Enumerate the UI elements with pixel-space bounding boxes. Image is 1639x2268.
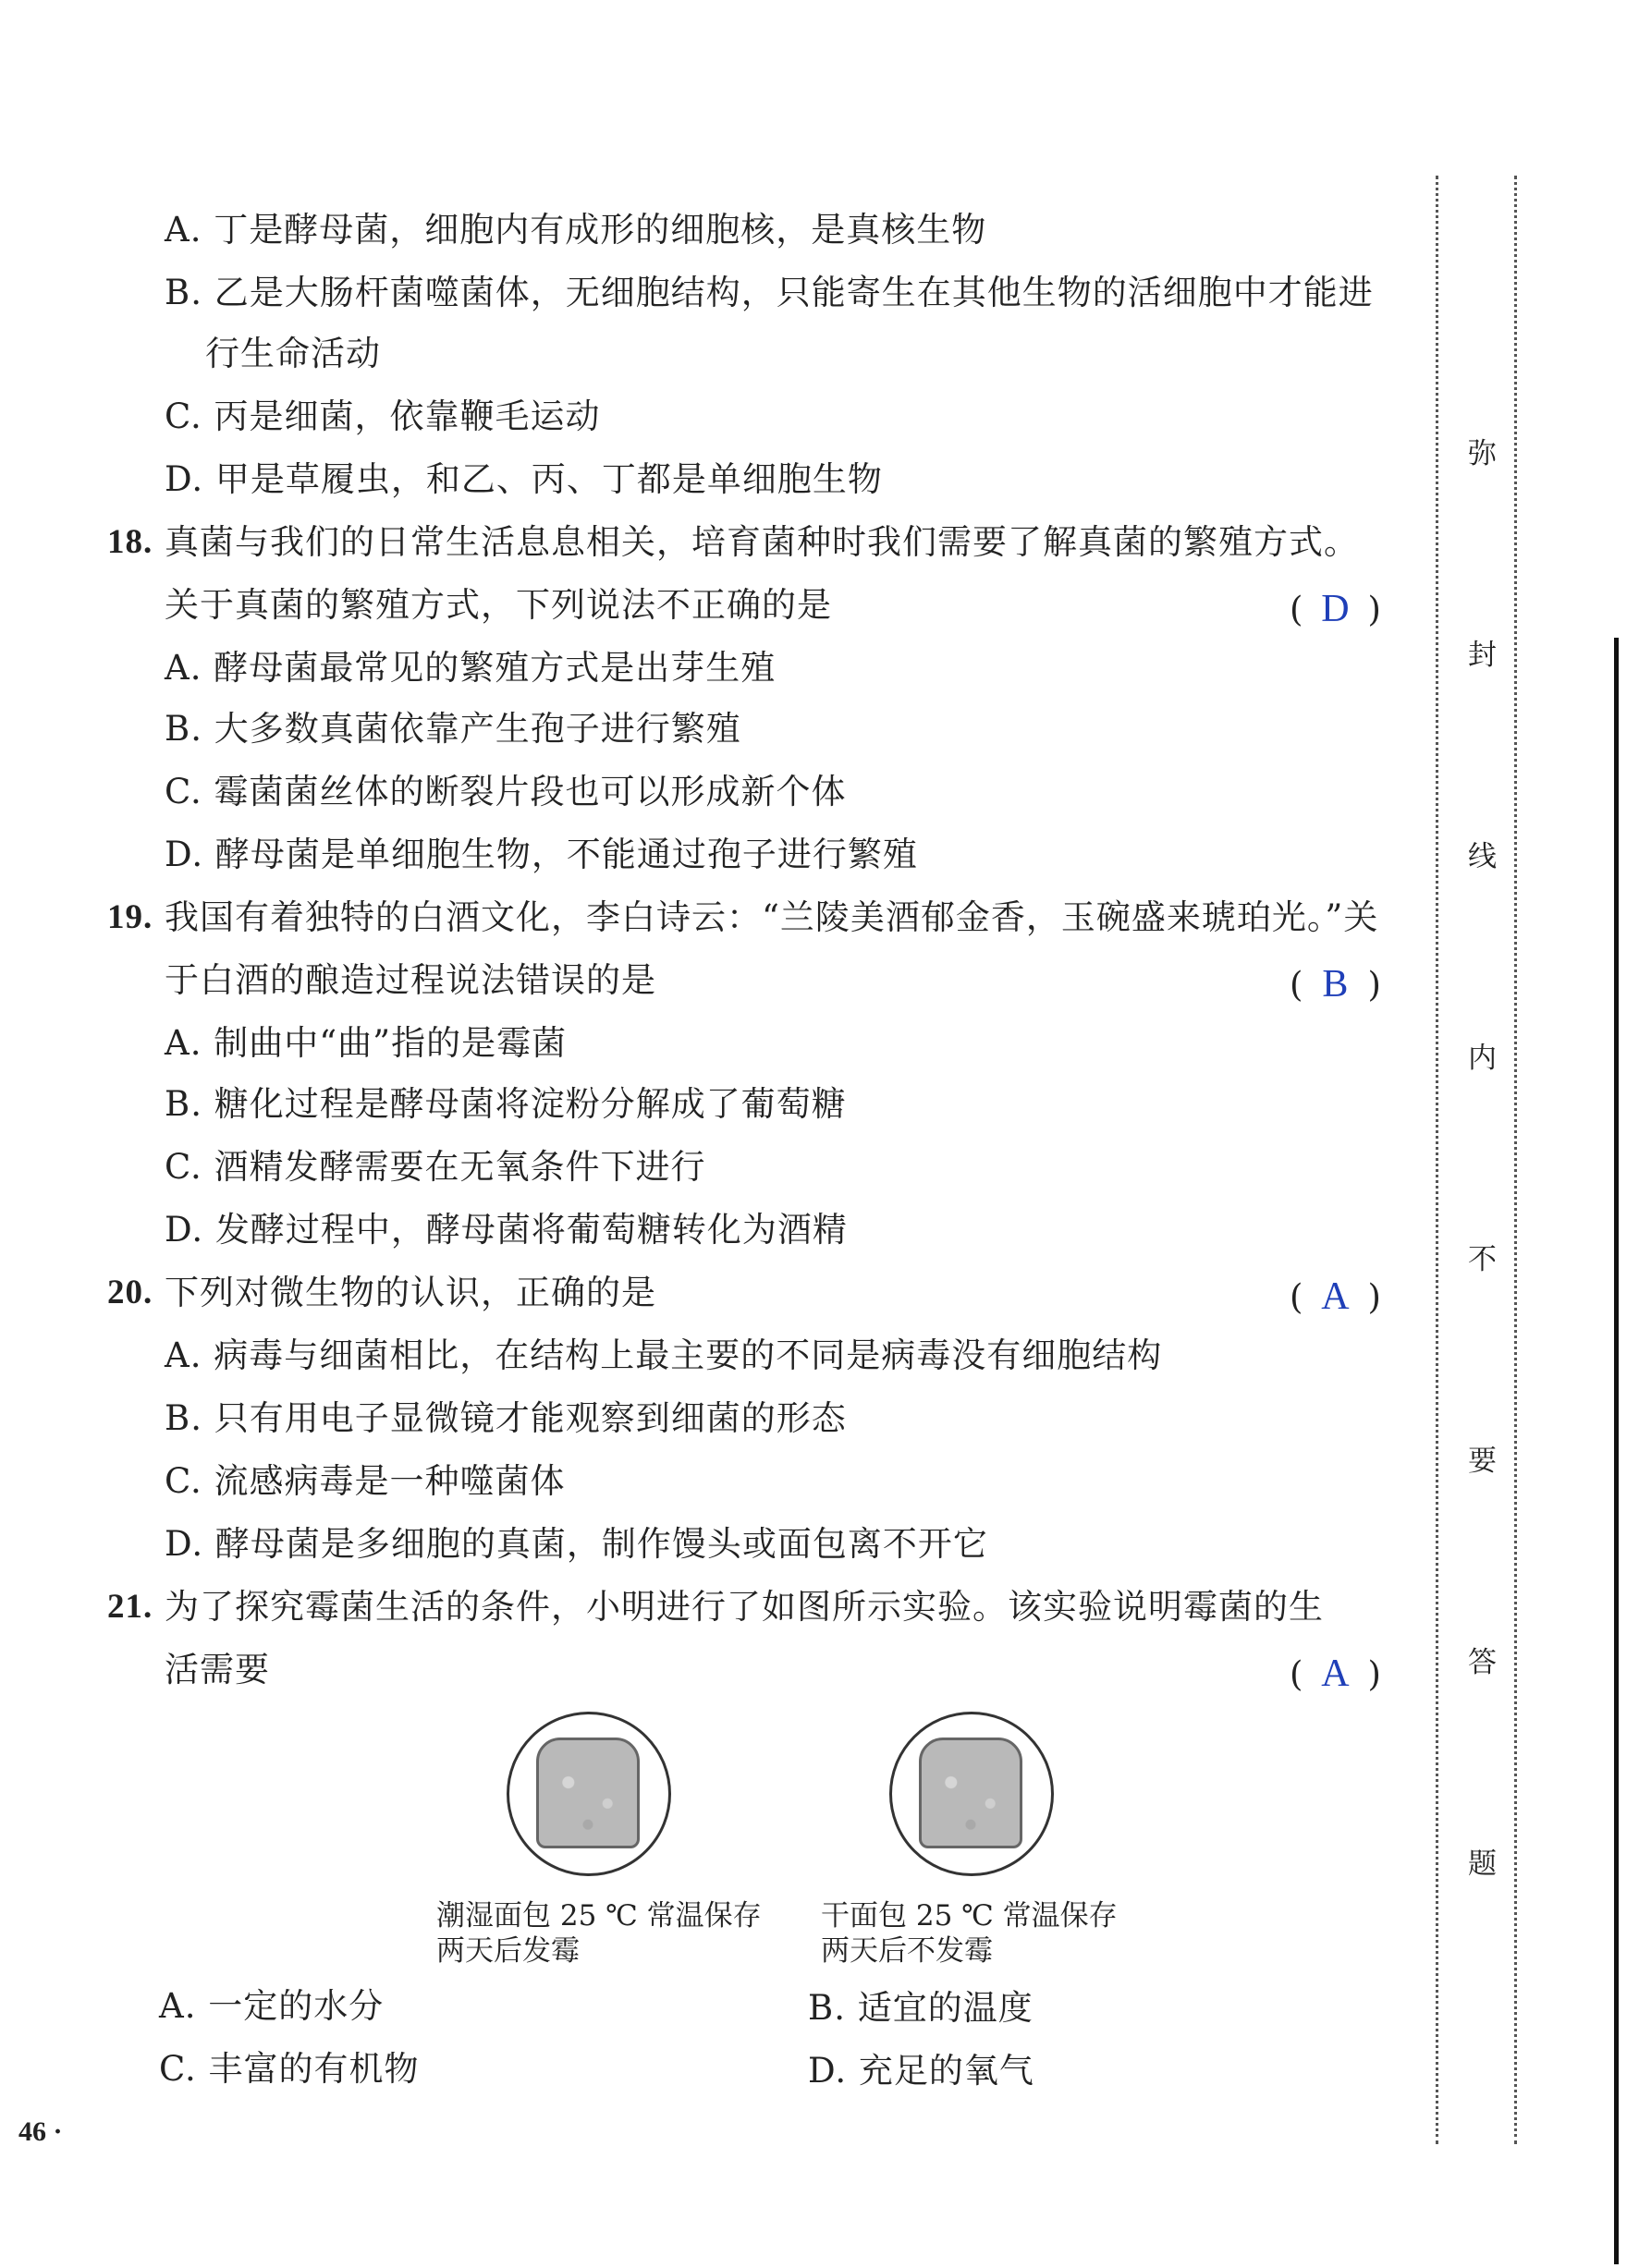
q20-option-d: D. 酵母菌是多细胞的真菌，制作馒头或面包离不开它 (165, 1524, 988, 1564)
q19-option-b: B. 糖化过程是酵母菌将淀粉分解成了葡萄糖 (165, 1084, 847, 1124)
margin-char-6: 要 (1468, 1445, 1497, 1478)
q18-answer-letter: D (1321, 588, 1350, 630)
caption-moist-condition: 潮湿面包 25 ℃ 常温保存 (436, 1899, 762, 1933)
page-edge-shadow (1614, 638, 1619, 2264)
q17-option-a: A. 丁是酵母菌，细胞内有成形的细胞核，是真核生物 (165, 210, 987, 250)
q19-option-d: D. 发酵过程中，酵母菌将葡萄糖转化为酒精 (165, 1210, 848, 1250)
q19-answer-letter: B (1322, 963, 1349, 1006)
caption-moist-result: 两天后发霉 (436, 1934, 580, 1968)
q19-answer: ( B ) (1290, 963, 1381, 1006)
q21-stem-cont: 活需要 (165, 1650, 270, 1689)
q21-option-b: B. 适宜的温度 (808, 1988, 1034, 2028)
q20-stem: 下列对微生物的认识，正确的是 (165, 1273, 656, 1312)
margin-char-3: 线 (1468, 840, 1497, 873)
margin-char-1: 弥 (1468, 437, 1497, 470)
q20-option-b: B. 只有用电子显微镜才能观察到细菌的形态 (165, 1398, 847, 1438)
margin-char-7: 答 (1468, 1646, 1497, 1679)
dry-bread-image (919, 1738, 1022, 1848)
q18-stem: 真菌与我们的日常生活息息相关，培育菌种时我们需要了解真菌的繁殖方式。 (165, 522, 1359, 562)
q21-number: 21. (107, 1588, 153, 1626)
q18-number: 18. (107, 523, 153, 561)
q21-answer-letter: A (1321, 1652, 1350, 1695)
caption-dry-condition: 干面包 25 ℃ 常温保存 (821, 1899, 1118, 1933)
q17-option-b-cont: 行生命活动 (205, 334, 381, 373)
q19-stem: 我国有着独特的白酒文化，李白诗云：“兰陵美酒郁金香，玉碗盛来琥珀光。”关 (165, 897, 1379, 937)
margin-char-2: 封 (1468, 639, 1497, 672)
q18-option-b: B. 大多数真菌依靠产生孢子进行繁殖 (165, 709, 741, 749)
margin-char-5: 不 (1468, 1243, 1497, 1276)
q18-answer: ( D ) (1290, 588, 1381, 630)
q21-option-a: A. 一定的水分 (159, 1986, 385, 2026)
q19-stem-cont: 于白酒的酿造过程说法错误的是 (165, 960, 656, 1000)
q20-option-a: A. 病毒与细菌相比，在结构上最主要的不同是病毒没有细胞结构 (165, 1335, 1163, 1375)
q19-option-a: A. 制曲中“曲”指的是霉菌 (165, 1023, 568, 1063)
q21-answer: ( A ) (1290, 1652, 1381, 1695)
q18-option-c: C. 霉菌菌丝体的断裂片段也可以形成新个体 (165, 772, 847, 811)
q21-option-d: D. 充足的氧气 (808, 2051, 1034, 2091)
moist-bread-image (536, 1738, 640, 1848)
page-number: 46 · (18, 2116, 63, 2147)
q19-number: 19. (107, 898, 153, 936)
q17-option-d: D. 甲是草履虫，和乙、丙、丁都是单细胞生物 (165, 459, 883, 499)
q17-option-b: B. 乙是大肠杆菌噬菌体，无细胞结构，只能寄生在其他生物的活细胞中才能进 (165, 273, 1374, 312)
seal-line-left (1436, 176, 1438, 2144)
q17-option-c: C. 丙是细菌，依靠鞭毛运动 (165, 396, 601, 436)
q19-option-c: C. 酒精发酵需要在无氧条件下进行 (165, 1147, 706, 1187)
seal-line-right (1514, 176, 1517, 2144)
q21-stem: 为了探究霉菌生活的条件，小明进行了如图所示实验。该实验说明霉菌的生 (165, 1587, 1324, 1627)
q20-answer-letter: A (1321, 1275, 1350, 1318)
q18-option-a: A. 酵母菌最常见的繁殖方式是出芽生殖 (165, 648, 777, 688)
q20-number: 20. (107, 1274, 153, 1311)
margin-char-4: 内 (1468, 1042, 1497, 1075)
margin-char-8: 题 (1468, 1847, 1497, 1881)
q18-stem-cont: 关于真菌的繁殖方式，下列说法不正确的是 (165, 585, 832, 625)
caption-dry-result: 两天后不发霉 (821, 1934, 993, 1968)
q18-option-d: D. 酵母菌是单细胞生物，不能通过孢子进行繁殖 (165, 835, 918, 874)
q21-option-c: C. 丰富的有机物 (159, 2049, 420, 2089)
q20-option-c: C. 流感病毒是一种噬菌体 (165, 1461, 566, 1501)
q20-answer: ( A ) (1290, 1275, 1381, 1318)
